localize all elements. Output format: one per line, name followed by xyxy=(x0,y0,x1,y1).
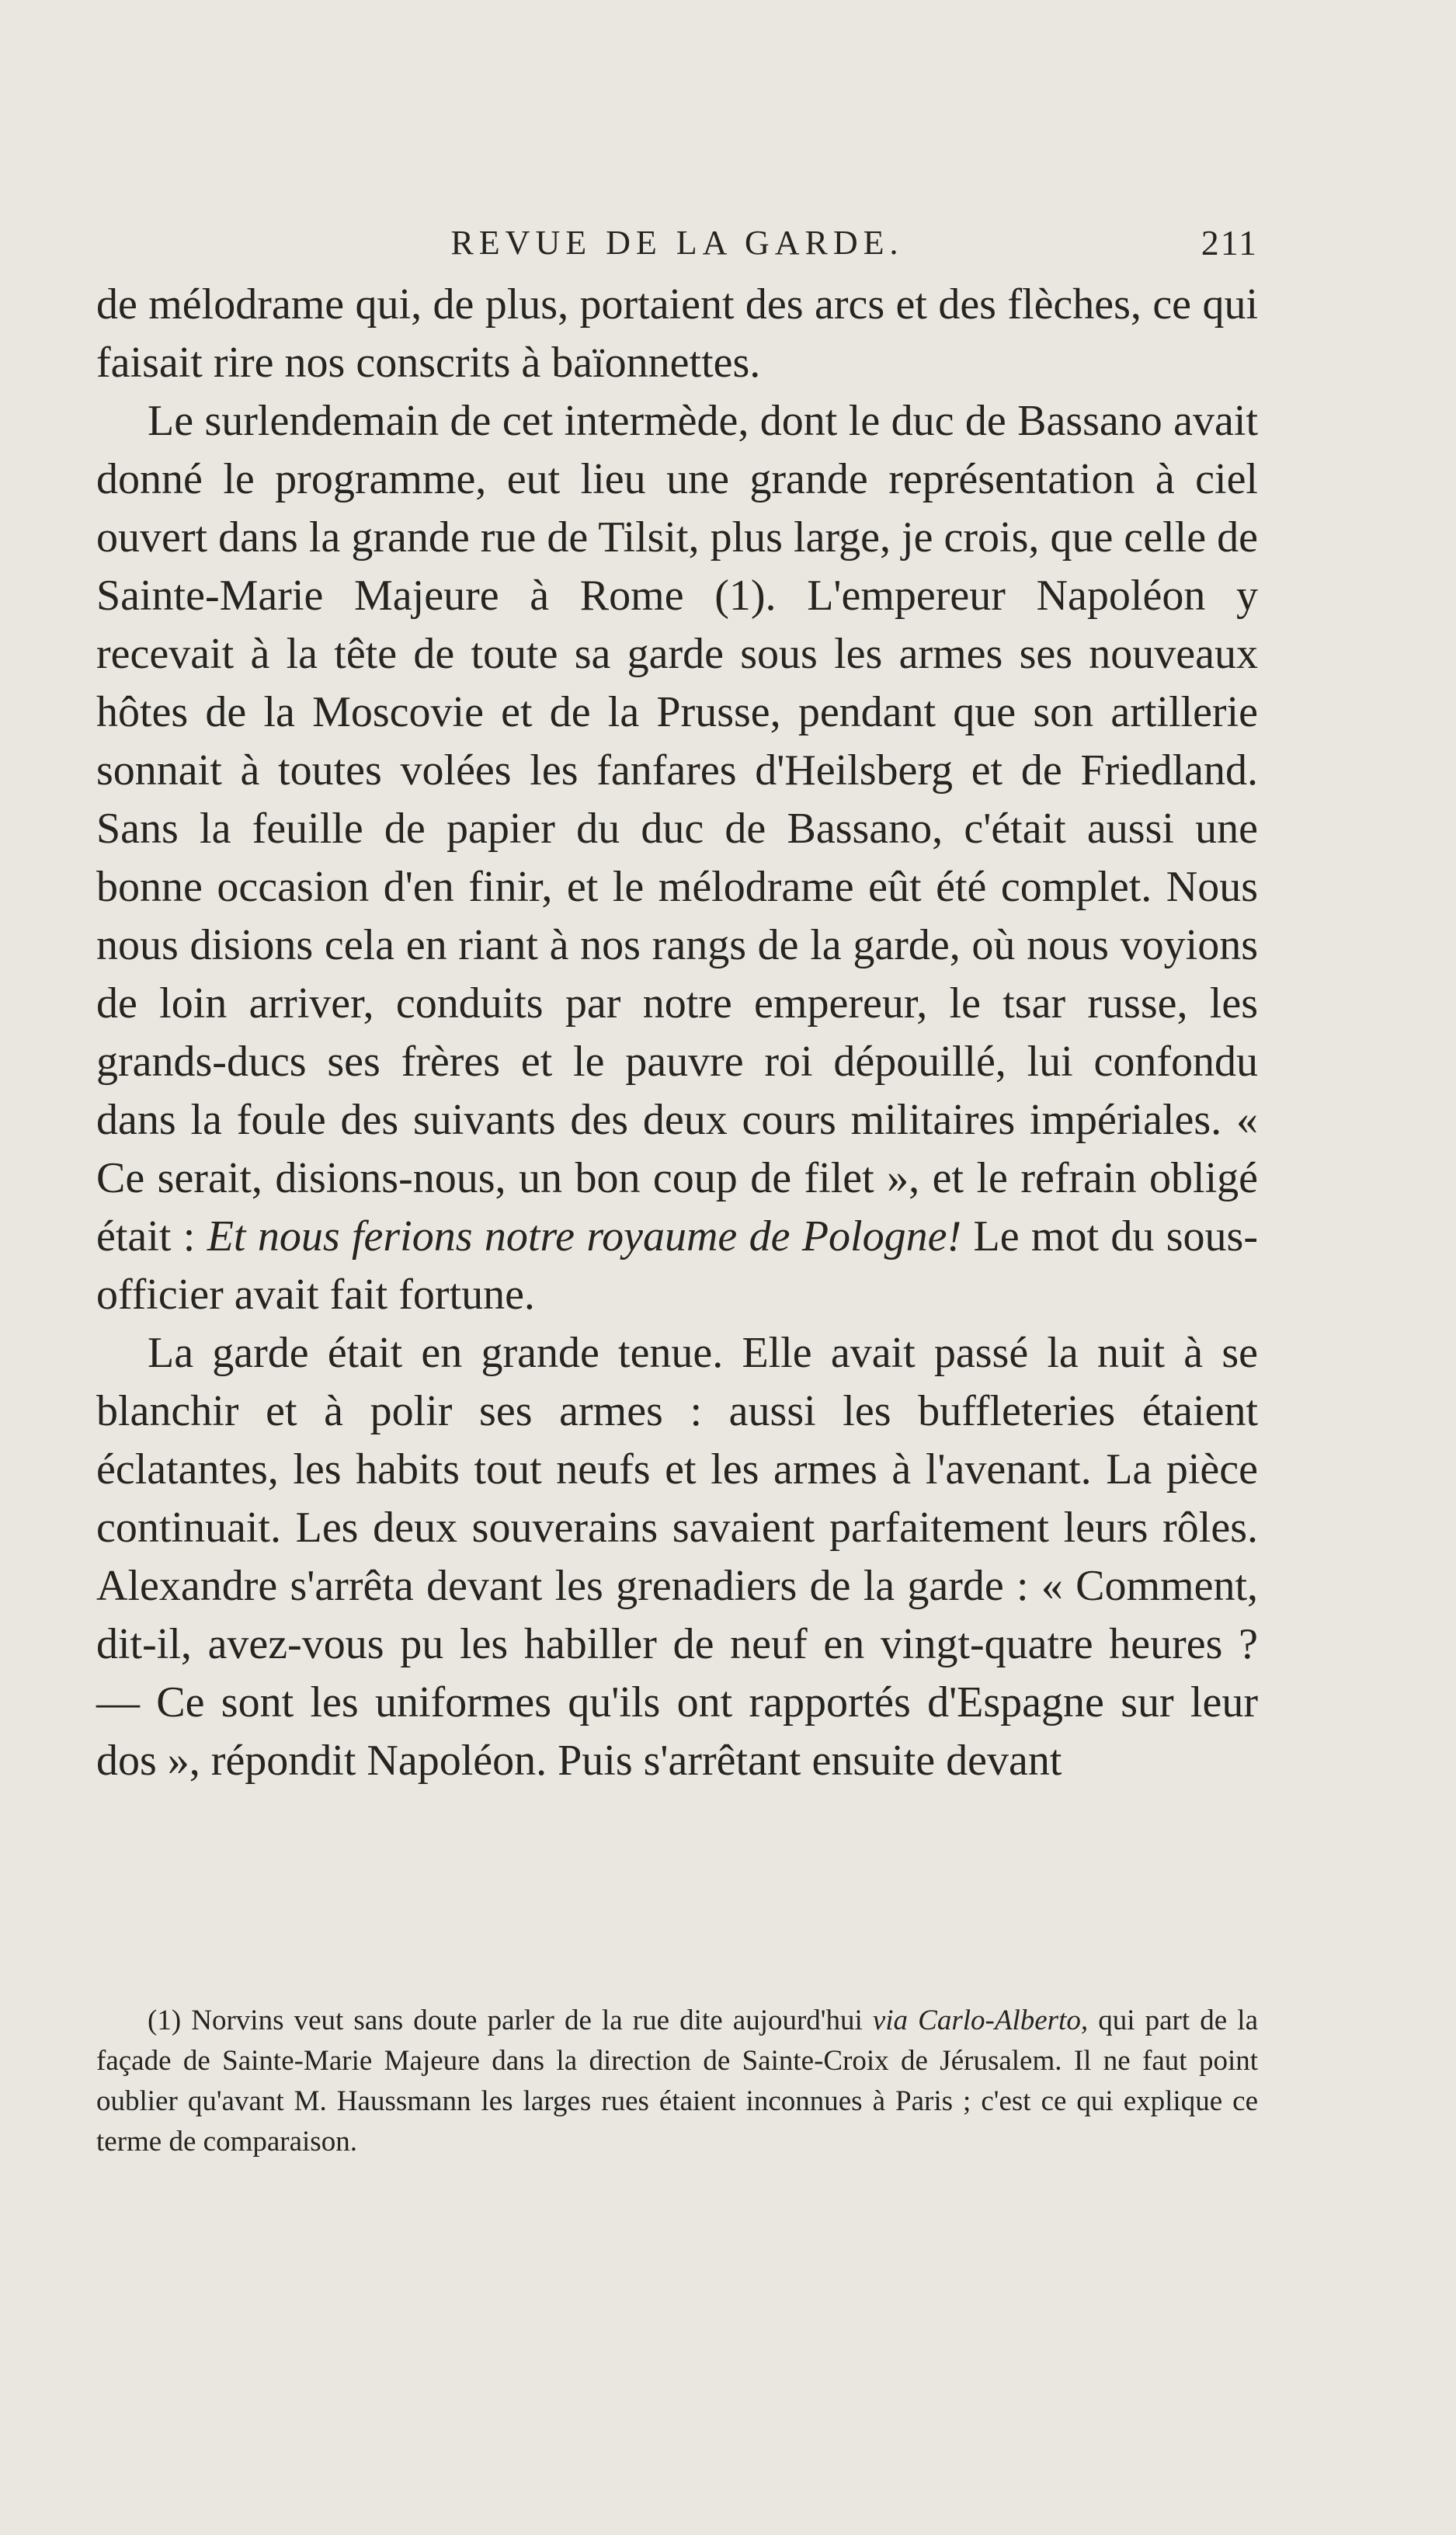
paragraph-text: La garde était en grande tenue. Elle avait passé la nuit à se blanchir et à polir ses armes : aussi les buffleteries étaient éclatantes, les habits tout neufs et les armes à l'avenant. La pièce continuait. Les deux souverains savaient parfaitement leurs rôles. Alexandre s'arrêta devant les grenadiers de la garde : « Comment, dit-il, avez-vous pu les habiller de neuf en vingt-quatre heures ? — Ce sont les uniformes qu'ils ont rapportés d'Espagne sur leur dos », répondit Napoléon. Puis s'arrêtant ensuite devant xyxy=(96,1329,1258,1785)
footnote-text: qui part de la façade de Sainte-Marie Majeure dans la direction de Sainte-Croix de Jérusalem. Il ne faut point oublier qu'avant M. Haussmann les larges rues étaient inconnues à Paris ; c'est ce qui explique ce terme de comparaison. xyxy=(96,2005,1258,2158)
italic-quote: Et nous ferions notre royaume de Pologne! xyxy=(207,1212,962,1261)
page-number: 211 xyxy=(1201,223,1258,263)
paragraph-3 xyxy=(96,1324,1258,1790)
paragraph-text: de mélodrame qui, de plus, portaient des arcs et des flèches, ce qui faisait rire nos conscrits à baïonnettes. xyxy=(96,280,1258,387)
paragraph-text: Le mot du sous-officier avait fait fortune. xyxy=(96,1212,1258,1319)
running-head: REVUE DE LA GARDE. xyxy=(450,224,904,262)
footnote-1 xyxy=(96,2001,1258,2162)
paragraph-text: Le surlendemain de cet intermède, dont le duc de Bassano avait donné le programme, eut lieu une grande représentation à ciel ouvert dans la grande rue de Tilsit, plus large, je crois, que celle de Sainte-Marie Majeure à Rome (1). L'empereur Napoléon y recevait à la tête de toute sa garde sous les armes ses nouveaux hôtes de la Moscovie et de la Prusse, pendant que son artillerie sonnait à toutes volées les fanfares d'Heilsberg et de Friedland. Sans la feuille de papier du duc de Bassano, c'était aussi une bonne occasion d'en finir, et le mélodrame eût été complet. Nous nous disions cela en riant à nos rangs de la garde, où nous voyions de loin arriver, conduits par notre empereur, le tsar russe, les grands-ducs ses frères et le pauvre roi dépouillé, lui confondu dans la foule des suivants des deux cours militaires impériales. « Ce serait, disions-nous, un bon coup de filet », et le refrain obligé était : xyxy=(96,397,1258,1261)
page-header xyxy=(96,216,1258,270)
footnote-text: (1) Norvins veut sans doute parler de la rue dite aujourd'hui xyxy=(148,2005,873,2036)
footnote-italic: via Carlo-Alberto, xyxy=(872,2005,1089,2036)
footnote xyxy=(96,2001,1258,2162)
paragraph-2 xyxy=(96,392,1258,1324)
main-text xyxy=(96,276,1258,1790)
paragraph-1 xyxy=(96,276,1258,392)
